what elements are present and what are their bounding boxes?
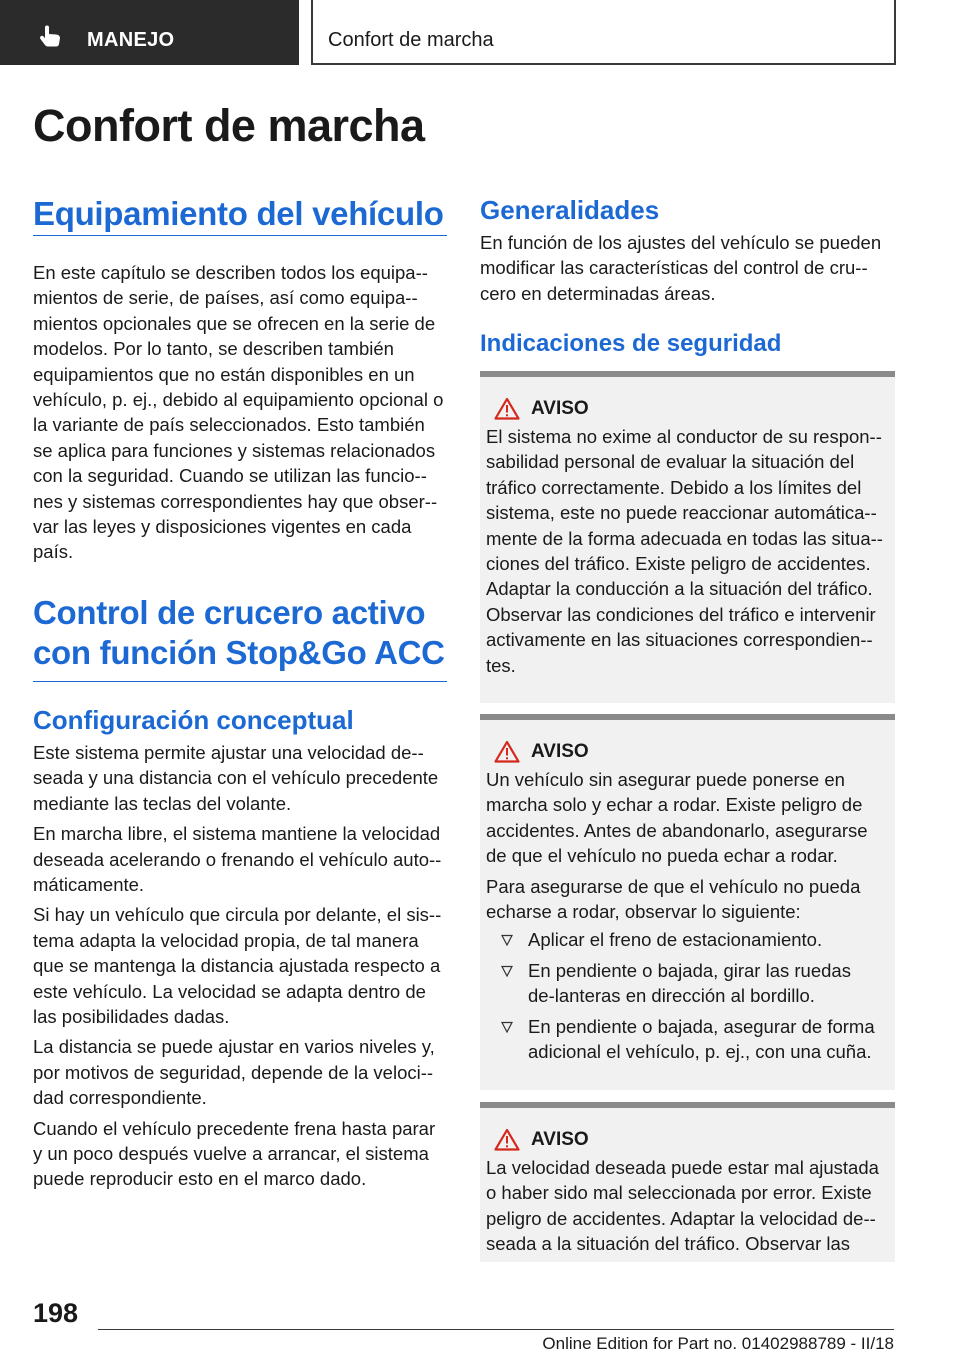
list-item-text: En pendiente o bajada, girar las ruedas de-lanteras en dirección al bordillo.: [528, 959, 851, 1007]
notice-label: AVISO: [531, 1128, 589, 1150]
heading-concept: Configuración conceptual: [33, 704, 354, 735]
heading-rule: [33, 235, 447, 236]
section-tab: [0, 0, 299, 65]
list-item: [486, 958, 887, 1009]
running-title: Confort de marcha: [328, 29, 494, 51]
warning-triangle-icon: [494, 740, 520, 763]
footer-rule: [98, 1329, 894, 1330]
page-number: 198: [33, 1298, 79, 1328]
notice-paragraph: El sistema no exime al conductor de su respon-sabilidad personal de evaluar la situación del tráfico correctamente. Debido a los límites del sistema, este no puede reaccionar automática-mente de la forma adecuada en todas las situa-ciones del tráfico. Existe peligro de accidentes. Adaptar la conducción a la situación del tráfico. Observar las condiciones del tráfico e intervenir activamente en las situaciones correspondien-tes.: [486, 426, 883, 676]
page-header-frame: [311, 0, 896, 65]
concept-paragraph: Si hay un vehículo que circula por delante, el sis-tema adapta la velocidad propia, de tal manera que se mantenga la distancia ajustada respecto a este vehículo. La velocidad se adapta dentro de las posibilidades dadas.: [33, 904, 442, 1027]
hand-pointer-icon: [38, 24, 64, 48]
right-column: [480, 194, 895, 359]
warning-notice: [480, 714, 895, 1090]
list-item-text: Aplicar el freno de estacionamiento.: [528, 929, 823, 951]
general-paragraph: En función de los ajustes del vehículo se pueden modificar las características del control de cru-cero en determinadas áreas.: [480, 232, 882, 304]
heading-general: Generalidades: [480, 195, 660, 225]
notice-paragraph: Un vehículo sin asegurar puede ponerse en marcha solo y echar a rodar. Existe peligro de accidentes. Antes de abandonarlo, asegurarse de que el vehículo no pueda echar a rodar.: [486, 769, 868, 867]
section-label: MANEJO: [87, 29, 175, 51]
notice-label: AVISO: [531, 397, 589, 419]
concept-paragraph: Cuando el vehículo precedente frena hasta parar y un poco después vuelve a arrancar, el sistema puede reproducir esto en el marco dado.: [33, 1117, 436, 1190]
warning-triangle-icon: [494, 1128, 520, 1151]
notice-header: [486, 740, 887, 763]
heading-safety: Indicaciones de seguridad: [480, 330, 782, 358]
edition-text: Online Edition for Part no. 01402988789 - II/18: [542, 1334, 894, 1353]
list-item: [486, 1014, 887, 1065]
warning-triangle-icon: [494, 397, 520, 420]
left-column: [33, 194, 447, 1192]
heading-equipment: Equipamiento del vehículo: [33, 195, 444, 232]
bullet-list: [486, 927, 887, 1064]
list-item: [486, 927, 887, 952]
equipment-paragraph: En este capítulo se describen todos los equipa-mientos de serie, de países, así como equipa-mientos opcionales que se ofrecen en la serie de modelos. Por lo tanto, se describen también equipamientos que no están disponibles en un vehículo, p. ej., debido al equipamiento opcional o la variante de país seleccionados. Esto también se aplica para funciones y sistemas relacionados con la seguridad. Cuando se utilizan las funcio-nes y sistemas correspondientes hay que obser-var las leyes y disposiciones vigentes en cada país.: [33, 262, 444, 563]
heading-rule: [33, 681, 447, 682]
concept-paragraph: La distancia se puede ajustar en varios niveles y, por motivos de seguridad, depende de la veloci-dad correspondiente.: [33, 1036, 435, 1109]
warning-notice: [480, 371, 895, 703]
warning-notice: [480, 1102, 895, 1262]
concept-paragraph: Este sistema permite ajustar una velocidad de-seada y una distancia con el vehículo precedente mediante las teclas del volante.: [33, 741, 439, 814]
list-item-text: En pendiente o bajada, asegurar de forma adicional el vehículo, p. ej., con una cuña.: [528, 1015, 875, 1063]
concept-paragraph: En marcha libre, el sistema mantiene la velocidad deseada acelerando o frenando el vehículo auto-máticamente.: [33, 823, 442, 895]
notice-header: [486, 397, 887, 420]
page-title: Confort de marcha: [33, 100, 425, 151]
notice-paragraph: La velocidad deseada puede estar mal ajustada o haber sido mal seleccionada por error. Existe peligro de accidentes. Adaptar la velocidad de-seada a la situación del tráfico. Observar las: [486, 1157, 879, 1255]
notice-paragraph: Para asegurarse de que el vehículo no pueda echarse a rodar, observar lo siguiente:: [486, 875, 861, 923]
bullet-triangle-icon: [501, 965, 513, 977]
bullet-triangle-icon: [501, 934, 513, 946]
notice-header: [486, 1128, 887, 1151]
heading-acc: Control de crucero activo con función Stop&Go ACC: [33, 593, 445, 671]
bullet-triangle-icon: [501, 1021, 513, 1033]
notice-label: AVISO: [531, 740, 589, 762]
